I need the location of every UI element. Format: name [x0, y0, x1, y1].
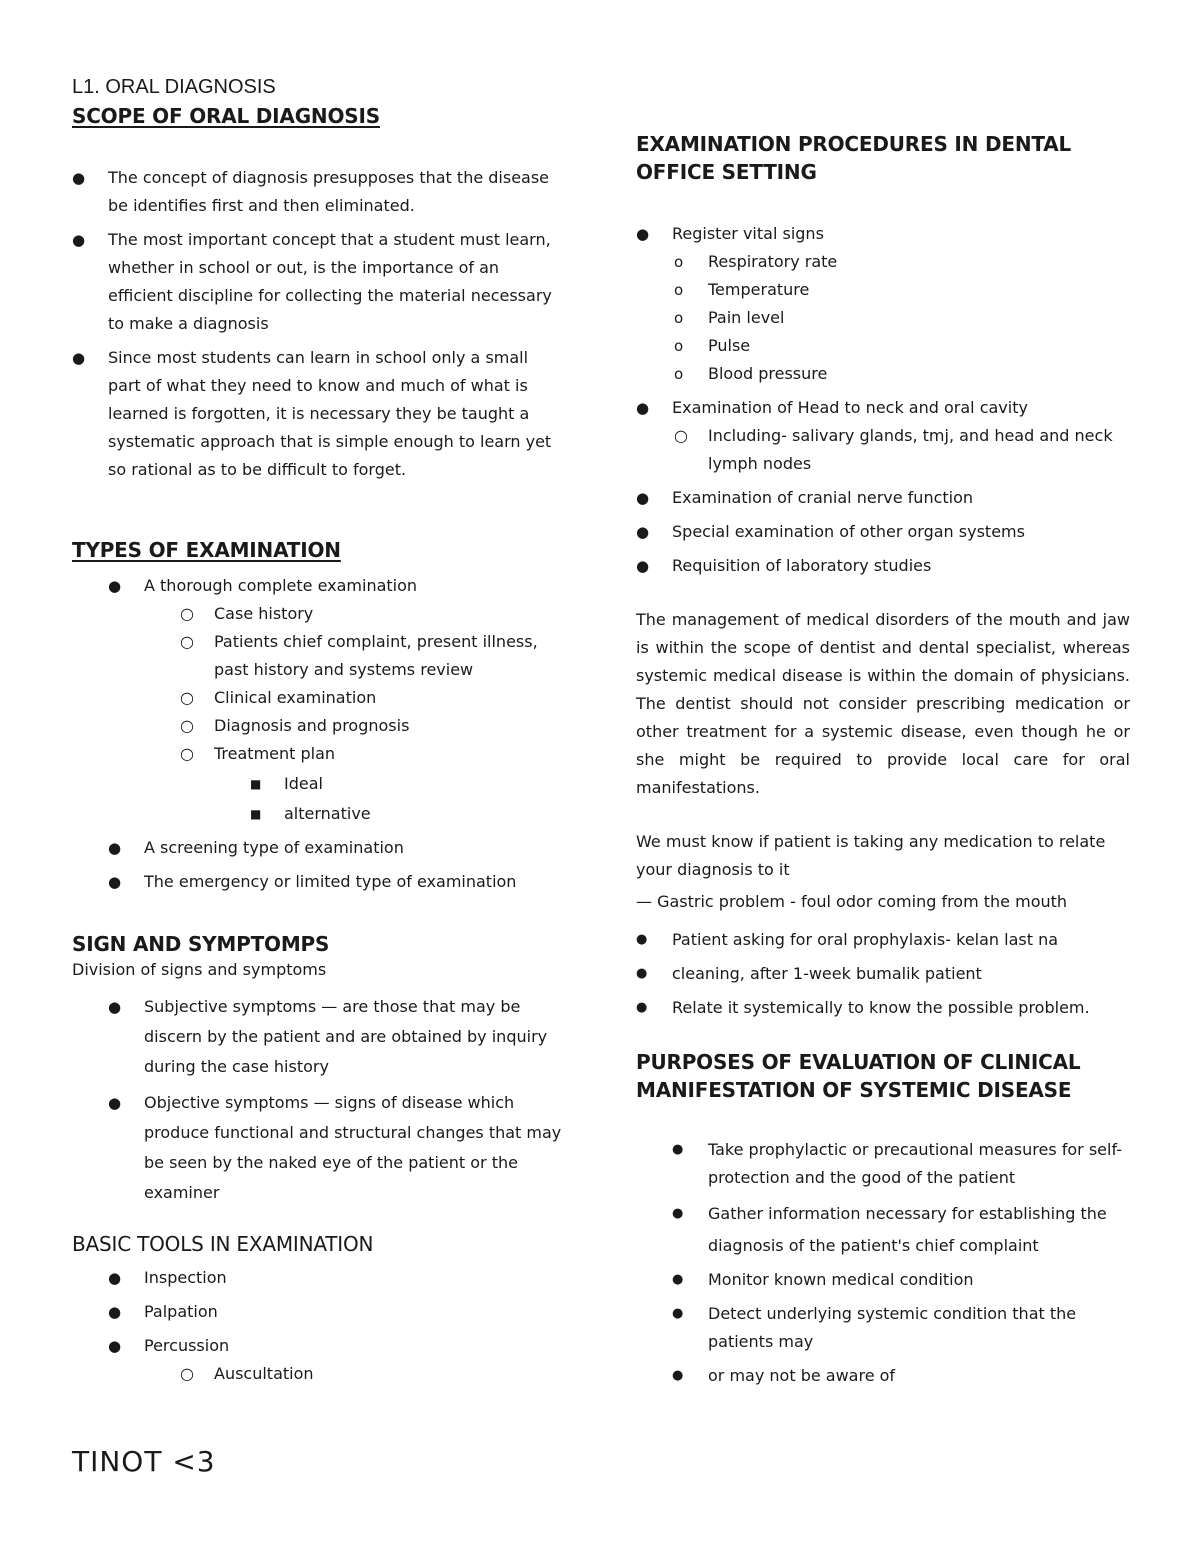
circle-bullet-icon: o [674, 281, 684, 299]
circle-bullet-icon: ○ [180, 744, 194, 763]
list-item: o Pain level [636, 304, 1136, 332]
list-item: ● Patient asking for oral prophylaxis- kelan last na [636, 926, 1136, 954]
bullet-icon: ● [108, 1337, 122, 1355]
list-item: ○ Patients chief complaint, present illness, past history and systems review [108, 628, 572, 684]
notes-list [636, 926, 1136, 1022]
bullet-icon: ● [636, 489, 650, 507]
list-item: ● Percussion [108, 1332, 572, 1360]
right-column [636, 0, 1136, 1553]
bullet-icon: ● [636, 932, 648, 947]
scope-heading: SCOPE OF ORAL DIAGNOSIS [72, 104, 380, 128]
gastric-note: — Gastric problem - foul odor coming from the mouth [636, 892, 1068, 911]
list-item: ● Objective symptoms — signs of disease which produce functional and structural changes that may be seen by the naked eye of the patient or the examiner [108, 1088, 572, 1208]
bullet-icon: ● [72, 349, 86, 367]
procedures-list [636, 220, 1136, 580]
bullet-icon: ● [636, 966, 648, 981]
bullet-icon: ● [108, 1303, 122, 1321]
management-paragraph: The management of medical disorders of the mouth and jaw is within the scope of dentist and dental specialist, whereas systemic medical disease is within the domain of physicians. The dentist should not consider prescribing medication or other treatment for a systemic disease, even though he or she might be required to provide local care for oral manifestations. [636, 610, 1130, 797]
list-item: ● Monitor known medical condition [672, 1266, 1136, 1294]
bullet-icon: ● [636, 1000, 648, 1015]
procedures-heading: EXAMINATION PROCEDURES IN DENTAL OFFICE SETTING [636, 132, 1072, 184]
list-item: ● Examination of cranial nerve function [636, 484, 1136, 512]
bullet-icon: ● [672, 1142, 684, 1157]
bullet-icon: ● [108, 577, 122, 595]
list-item: ● Inspection [108, 1264, 572, 1292]
circle-bullet-icon: o [674, 309, 684, 327]
bullet-icon: ● [72, 231, 86, 249]
bullet-icon: ● [672, 1272, 684, 1287]
list-item: ○ Treatment plan [108, 740, 572, 768]
square-bullet-icon: ■ [250, 807, 262, 821]
list-item: ● Examination of Head to neck and oral cavity [636, 394, 1136, 422]
circle-bullet-icon: ○ [180, 688, 194, 707]
bullet-icon: ● [108, 873, 122, 891]
list-item: ■ Ideal [108, 770, 572, 798]
circle-bullet-icon: ○ [180, 604, 194, 623]
list-item: ● Relate it systemically to know the possible problem. [636, 994, 1136, 1022]
tools-heading: BASIC TOOLS IN EXAMINATION [72, 1232, 374, 1256]
bullet-icon: ● [672, 1306, 684, 1321]
purposes-heading: PURPOSES OF EVALUATION OF CLINICAL MANIFESTATION OF SYSTEMIC DISEASE [636, 1050, 1081, 1102]
signs-list [108, 992, 572, 1208]
list-item: ● Requisition of laboratory studies [636, 552, 1136, 580]
bullet-icon: ● [72, 169, 86, 187]
left-column [72, 0, 572, 1553]
circle-bullet-icon: ○ [674, 426, 688, 445]
tools-list [108, 1264, 572, 1388]
types-heading: TYPES OF EXAMINATION [72, 538, 341, 562]
circle-bullet-icon: o [674, 365, 684, 383]
circle-bullet-icon: ○ [180, 632, 194, 651]
list-item: ● Register vital signs [636, 220, 1136, 248]
bullet-icon: ● [108, 998, 122, 1016]
circle-bullet-icon: ○ [180, 716, 194, 735]
list-item: o Blood pressure [636, 360, 1136, 388]
list-item: ● The most important concept that a student must learn, whether in school or out, is the importance of an efficient discipline for collecting the material necessary to make a diagnosis [72, 226, 562, 338]
list-item: ● Detect underlying systemic condition that the patients may [672, 1300, 1136, 1356]
list-item: ● A thorough complete examination [108, 572, 572, 600]
list-item: ○ Case history [108, 600, 572, 628]
circle-bullet-icon: o [674, 253, 684, 271]
list-item: o Respiratory rate [636, 248, 1136, 276]
list-item: ● Palpation [108, 1298, 572, 1326]
bullet-icon: ● [636, 557, 650, 575]
list-item: ● Subjective symptoms — are those that may be discern by the patient and are obtained by inquiry during the case history [108, 992, 572, 1082]
list-item: ○ Auscultation [108, 1360, 572, 1388]
scope-list [72, 164, 562, 484]
purposes-list [672, 1136, 1136, 1390]
bullet-icon: ● [672, 1206, 684, 1221]
list-item: ● Take prophylactic or precautional measures for self-protection and the good of the patient [672, 1136, 1136, 1192]
list-item: ● Special examination of other organ systems [636, 518, 1136, 546]
list-item: ● Gather information necessary for establishing the diagnosis of the patient's chief complaint [672, 1198, 1136, 1262]
list-item: ● cleaning, after 1-week bumalik patient [636, 960, 1136, 988]
list-item: o Temperature [636, 276, 1136, 304]
types-list [108, 572, 572, 896]
bullet-icon: ● [636, 523, 650, 541]
bullet-icon: ● [108, 1094, 122, 1112]
list-item: ○ Including- salivary glands, tmj, and head and neck lymph nodes [636, 422, 1136, 478]
bullet-icon: ● [108, 1269, 122, 1287]
signs-heading: SIGN AND SYMPTOMPS [72, 932, 330, 956]
footer-signature: TINOT <3 [72, 1445, 216, 1478]
bullet-icon: ● [636, 399, 650, 417]
bullet-icon: ● [108, 839, 122, 857]
signs-subtitle: Division of signs and symptoms [72, 960, 327, 979]
list-item: ● Since most students can learn in school only a small part of what they need to know and much of what is learned is forgotten, it is necessary they be taught a systematic approach that is simple enough to learn yet so rational as to be difficult to forget. [72, 344, 562, 484]
bullet-icon: ● [636, 225, 650, 243]
list-item: o Pulse [636, 332, 1136, 360]
circle-bullet-icon: ○ [180, 1364, 194, 1383]
document-title: L1. ORAL DIAGNOSIS [72, 76, 276, 98]
medication-paragraph: We must know if patient is taking any medication to relate your diagnosis to it [636, 832, 1106, 879]
list-item: ● A screening type of examination [108, 834, 572, 862]
list-item: ○ Clinical examination [108, 684, 572, 712]
list-item: ● The concept of diagnosis presupposes that the disease be identifies first and then eliminated. [72, 164, 562, 220]
circle-bullet-icon: o [674, 337, 684, 355]
list-item: ● or may not be aware of [672, 1362, 1136, 1390]
list-item: ○ Diagnosis and prognosis [108, 712, 572, 740]
list-item: ■ alternative [108, 800, 572, 828]
square-bullet-icon: ■ [250, 777, 262, 791]
list-item: ● The emergency or limited type of examination [108, 868, 572, 896]
bullet-icon: ● [672, 1368, 684, 1383]
